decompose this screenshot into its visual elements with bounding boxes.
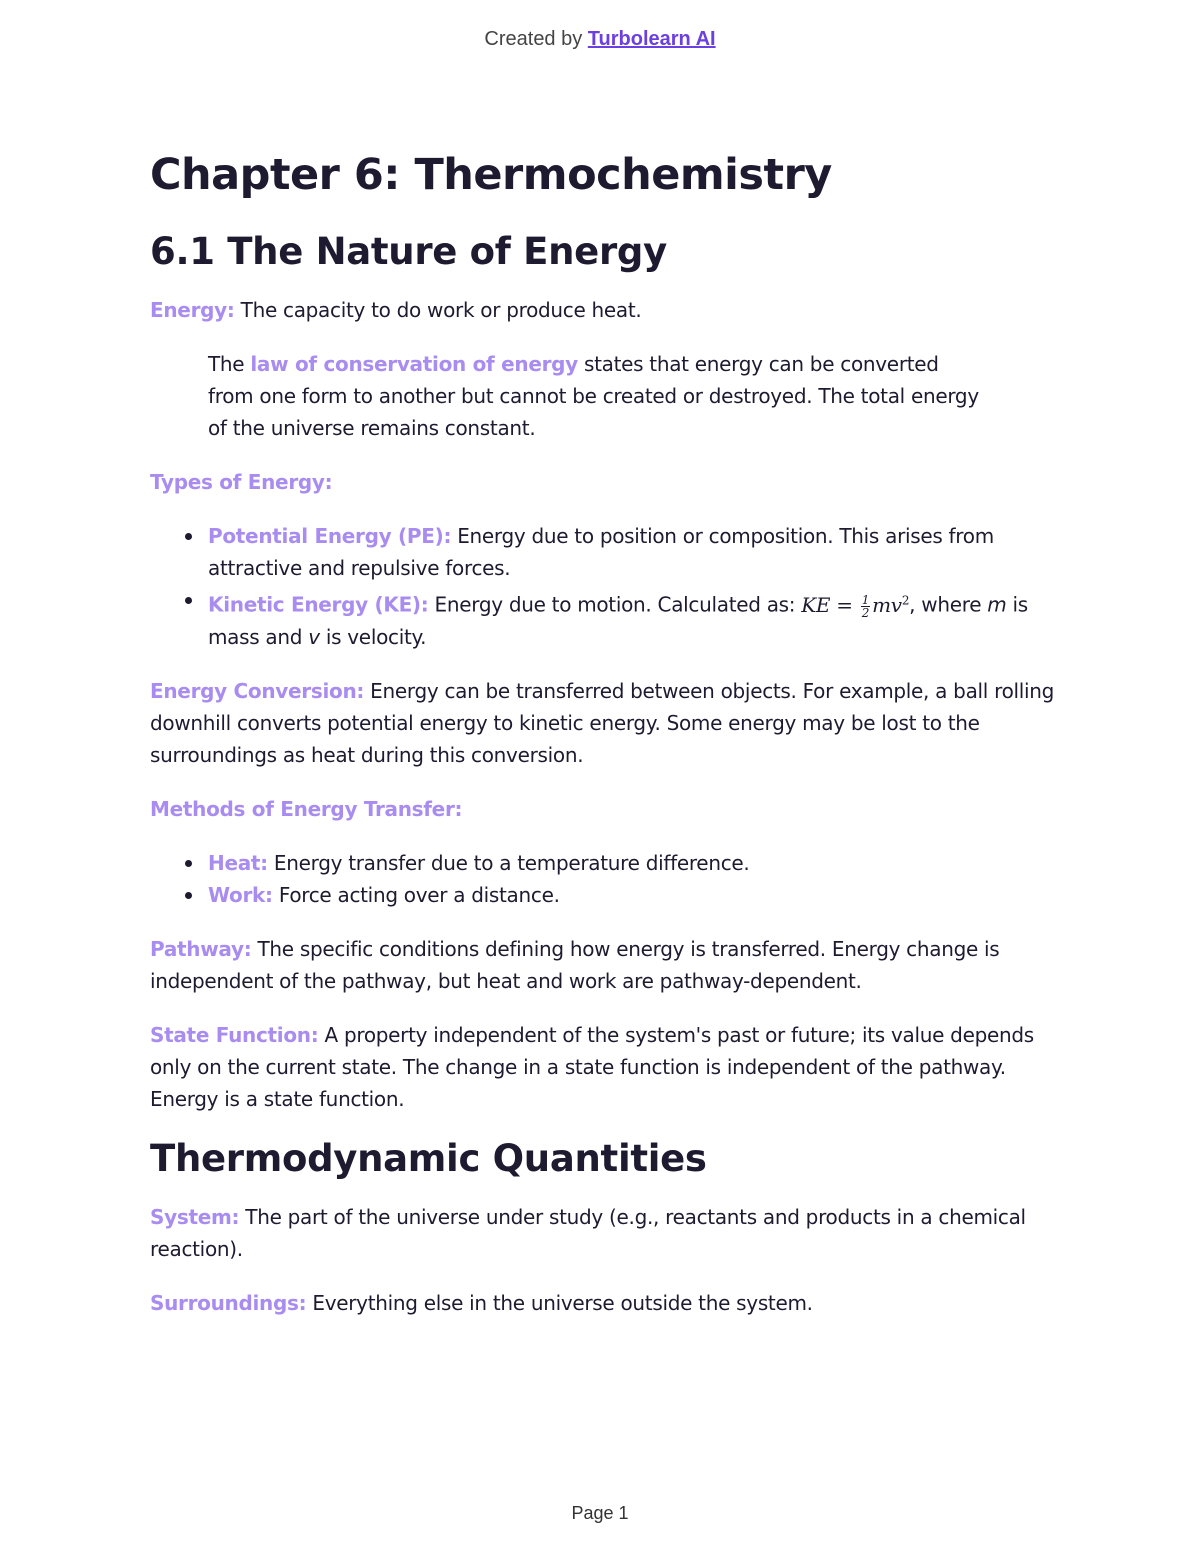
document-body [150,150,1060,1341]
turbolearn-link[interactable]: Turbolearn AI [587,28,716,50]
header-prefix: Created by [484,28,588,50]
surroundings-paragraph: Surroundings: Everything else in the universe outside the system. [150,1291,813,1316]
page-header [0,28,1200,51]
list-item-potential-energy: Potential Energy (PE): Energy due to position or composition. This arises from attractive and repulsive forces. [150,520,1060,584]
state-function-paragraph: State Function: A property independent of the system's past or future; its value depends only on the current state. The change in a state function is independent of the pathway. Energy is a state function. [150,1022,1034,1111]
energy-conversion-paragraph: Energy Conversion: Energy can be transferred between objects. For example, a ball rolling downhill converts potential energy to kinetic energy. Some energy may be lost to the surroundings as heat during this conversion. [150,678,1055,767]
chapter-title: Chapter 6: Thermochemistry [150,150,832,200]
conservation-law-term: law of conservation of energy [250,351,578,376]
section-heading-nature-of-energy: 6.1 The Nature of Energy [150,229,667,273]
energy-definition: Energy: The capacity to do work or produce heat. [150,297,642,322]
types-of-energy-heading: Types of Energy: [150,469,333,494]
methods-of-energy-transfer-list [150,847,1060,911]
one-half-fraction: $\frac{1}{2}$ [861,592,870,620]
conservation-law-note: The law of conservation of energy states that energy can be converted from one form to another but cannot be created or destroyed. The total energy of the universe remains constant. [208,351,979,440]
pathway-paragraph: Pathway: The specific conditions defining how energy is transferred. Energy change is independent of the pathway, but heat and work are pathway-dependent. [150,936,1000,993]
methods-of-energy-transfer-heading: Methods of Energy Transfer: [150,796,463,821]
kinetic-energy-formula: KE = $\frac{1}{2}$ $mv^2$ [801,592,910,620]
list-item-heat: Heat: Energy transfer due to a temperature difference. [150,847,1060,879]
types-of-energy-list [150,520,1060,653]
list-item-kinetic-energy: Kinetic Energy (KE): Energy due to motion. Calculated as: KE = $\frac{1}{2}$ $mv^2$, where m is mass and v is velocity. [150,584,1060,653]
system-paragraph: System: The part of the universe under study (e.g., reactants and products in a chemical reaction). [150,1205,1026,1262]
page-number: Page 1 [571,1503,629,1523]
energy-term: Energy: [150,297,235,322]
section-heading-thermodynamic-quantities: Thermodynamic Quantities [150,1136,707,1180]
list-item-work: Work: Force acting over a distance. [150,879,1060,911]
